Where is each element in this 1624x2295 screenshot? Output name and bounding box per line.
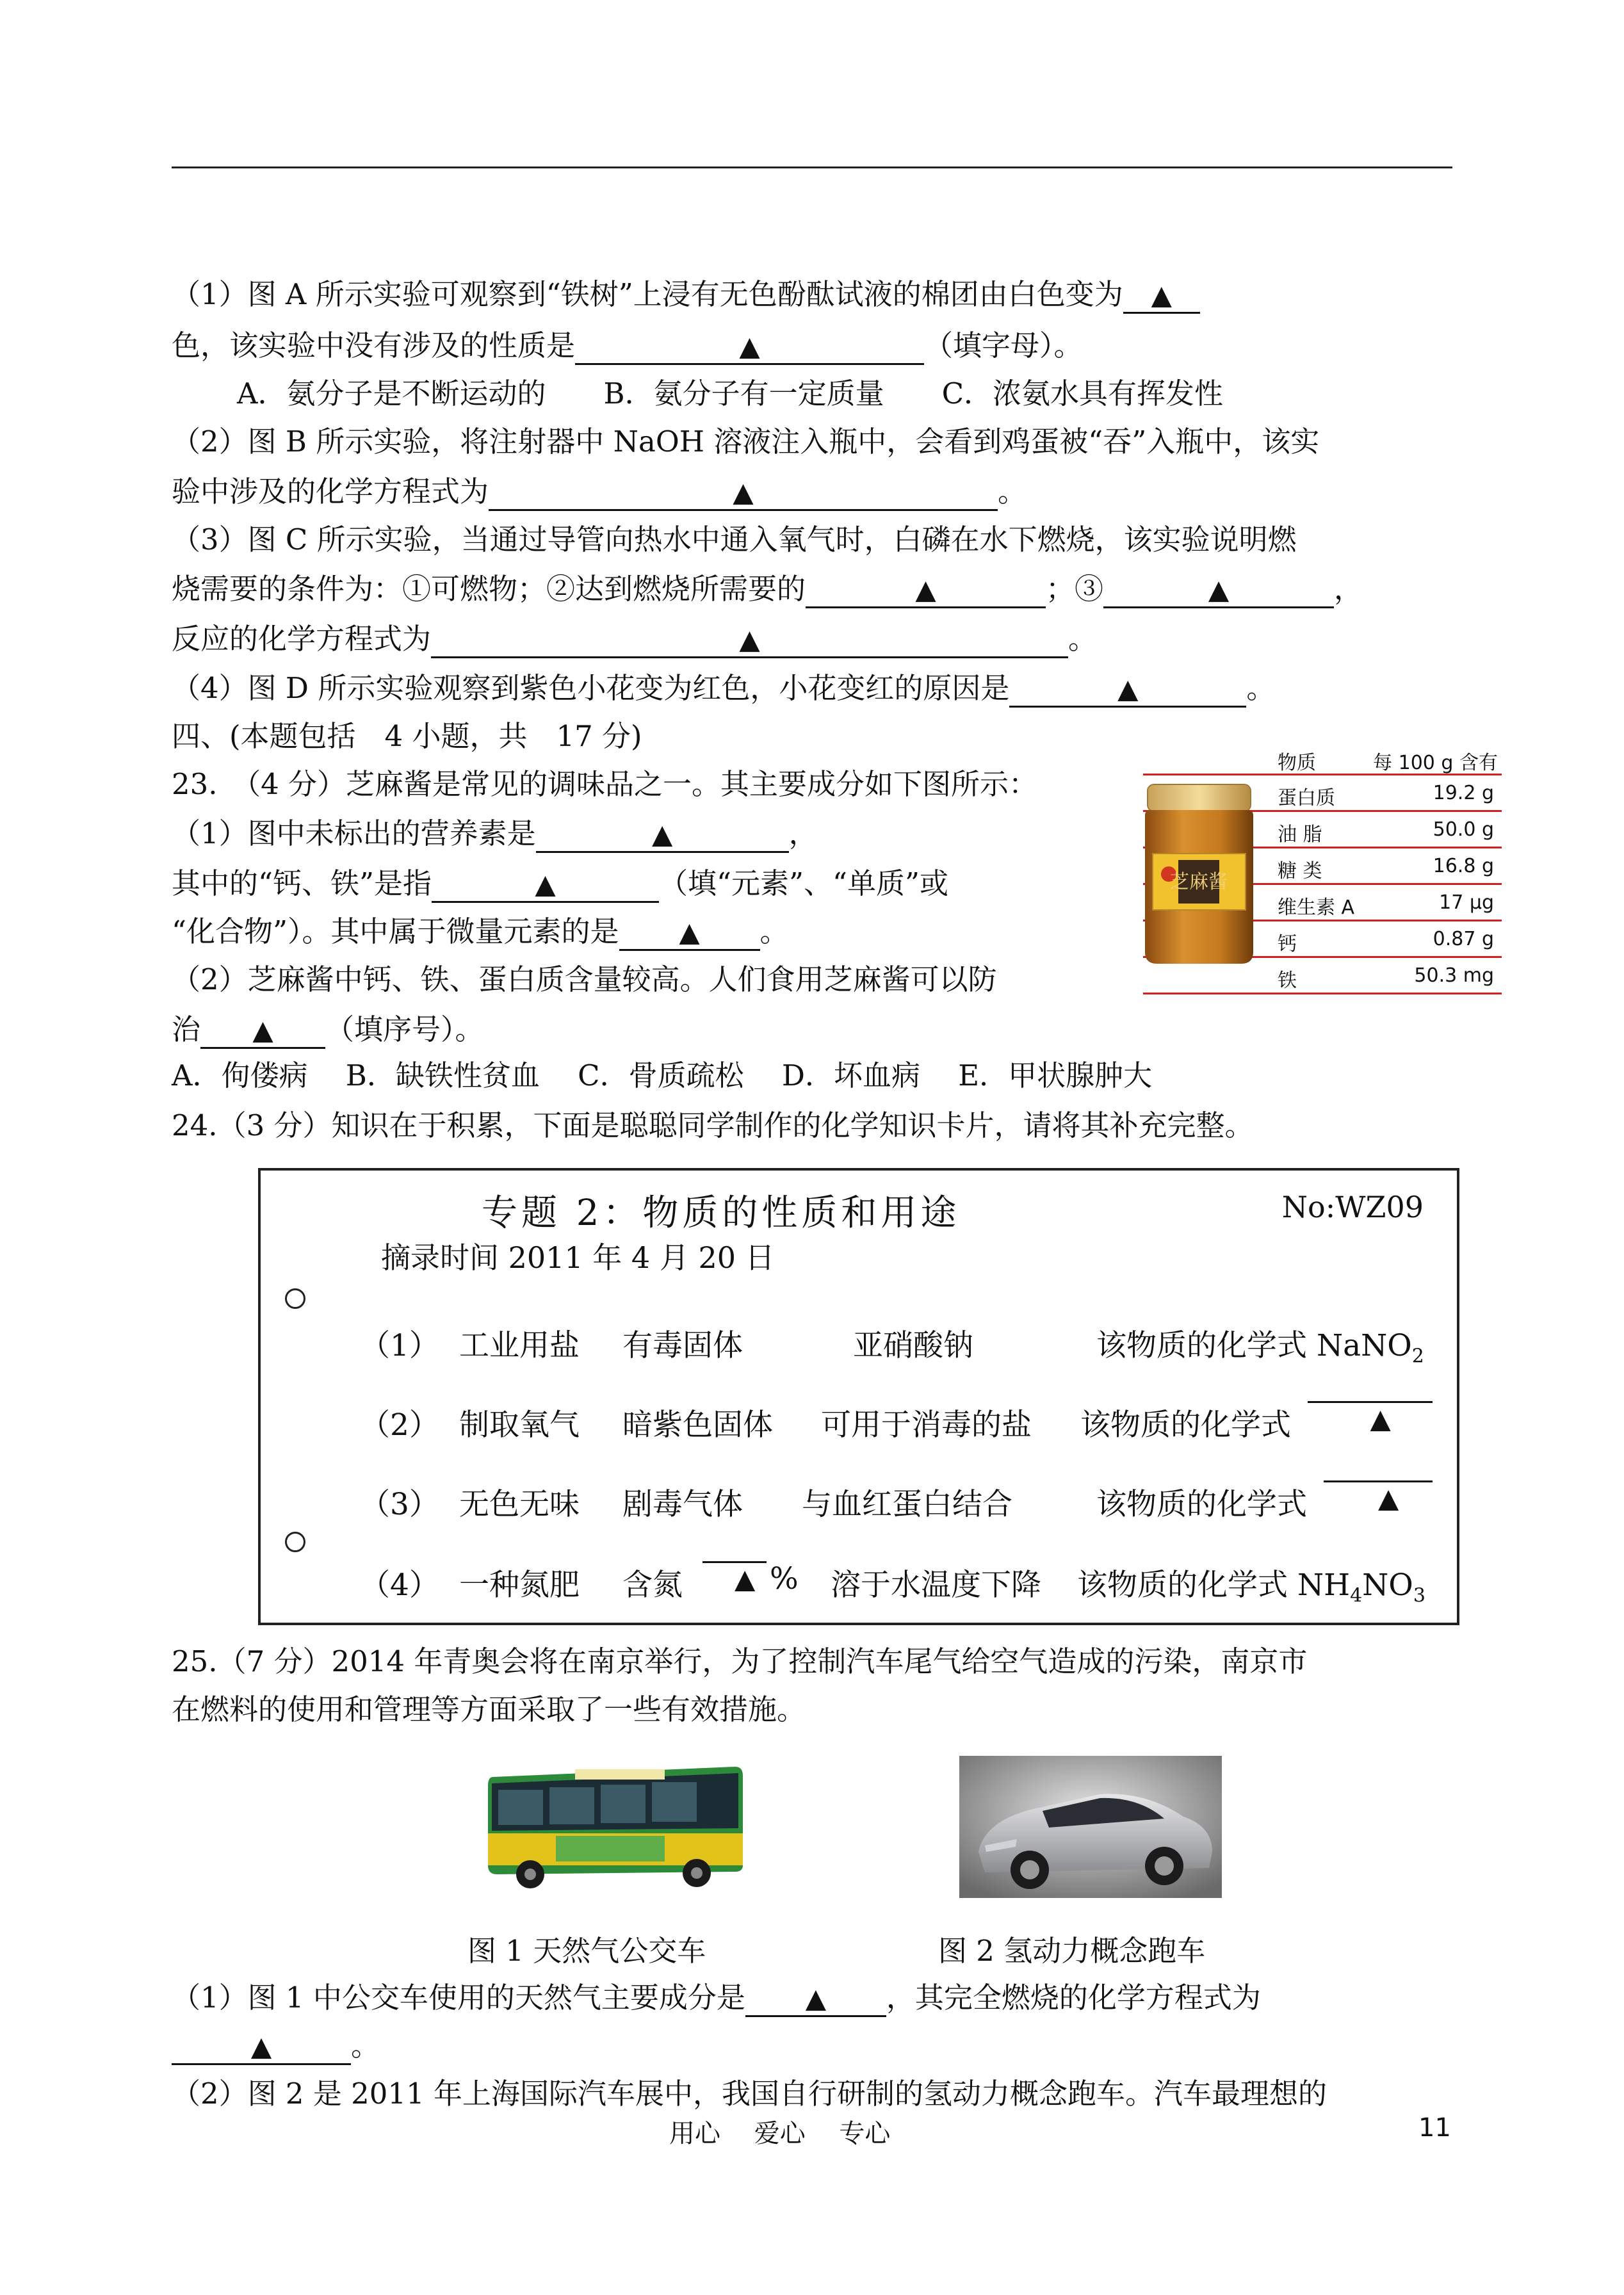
blank-marker-icon: ▲ <box>739 624 760 655</box>
card-title: 专题 2：物质的性质和用途 <box>482 1192 961 1234</box>
q22-text: ；③ <box>1046 572 1104 606</box>
q23-text: “化合物”）。其中属于微量元素的是 <box>172 914 619 948</box>
nutrient-value: 0.87 g <box>1433 928 1494 950</box>
q22-text: 。 <box>1246 671 1276 705</box>
percent-sign: % <box>770 1561 799 1596</box>
q22-text: （填字母）。 <box>924 328 1083 362</box>
nutrient-name: 维生素 A <box>1278 896 1355 919</box>
row-number: （3） <box>360 1487 439 1522</box>
row-formula: 该物质的化学式 NaNO <box>1096 1328 1412 1363</box>
formula-subscript: 3 <box>1413 1584 1425 1607</box>
formula-part: NO <box>1362 1568 1413 1603</box>
answer-blank[interactable] <box>489 475 998 511</box>
nutrient-name: 糖 类 <box>1278 860 1322 882</box>
row-number: （4） <box>360 1568 439 1603</box>
q23-line-3 <box>172 864 948 903</box>
blank-marker-icon: ▲ <box>915 574 936 605</box>
q22-text: 反应的化学方程式为 <box>172 622 432 656</box>
binder-hole-icon <box>285 1288 305 1309</box>
q22-text: 烧需要的条件为：①可燃物；②达到燃烧所需要的 <box>172 572 806 606</box>
answer-blank[interactable] <box>1308 1401 1433 1434</box>
formula-subscript: 2 <box>1411 1345 1424 1368</box>
answer-blank[interactable] <box>1324 1480 1433 1514</box>
blank-marker-icon: ▲ <box>739 330 760 362</box>
natural-gas-bus-image <box>479 1758 748 1892</box>
blank-marker-icon: ▲ <box>535 868 556 900</box>
q22-options: A．氨分子是不断运动的 B．氨分子有一定质量 C．浓氨水具有挥发性 <box>237 377 1223 410</box>
q23-options: A．佝偻病 B．缺铁性贫血 C．骨质疏松 D．坏血病 E．甲状腺肿大 <box>172 1058 1153 1092</box>
q23-text: 治 <box>172 1012 201 1046</box>
nutrient-value: 17 μg <box>1439 891 1494 914</box>
answer-blank[interactable] <box>431 622 1068 658</box>
q23-text: ， <box>788 816 818 850</box>
row-substance: 可用于消毒的盐 <box>821 1407 1032 1443</box>
nutrient-value: 19.2 g <box>1433 782 1494 804</box>
answer-blank[interactable] <box>1123 278 1200 314</box>
answer-blank[interactable] <box>1009 672 1246 708</box>
row-property: 含氮 <box>622 1568 683 1603</box>
card-date: 摘录时间 2011 年 4 月 20 日 <box>381 1240 775 1275</box>
row-substance: 与血红蛋白结合 <box>802 1487 1012 1522</box>
blank-marker-icon: ▲ <box>1370 1403 1391 1434</box>
q22-text: 色，该实验中没有涉及的性质是 <box>172 328 576 362</box>
q22-text: 。 <box>998 474 1027 508</box>
card-number: No:WZ09 <box>1281 1190 1424 1224</box>
q23-line-5: （2）芝麻酱中钙、铁、蛋白质含量较高。人们食用芝麻酱可以防 <box>172 962 997 996</box>
row-use: 一种氮肥 <box>459 1568 580 1603</box>
blank-marker-icon: ▲ <box>805 1983 827 2014</box>
q23-line-1: 23. （4 分）芝麻酱是常见的调味品之一。其主要成分如下图所示： <box>172 767 1038 801</box>
figure-1-caption: 图 1 天然气公交车 <box>467 1934 706 1968</box>
q22-text: （1）图 A 所示实验可观察到“铁树”上浸有无色酚酞试液的棉团由白色变为 <box>172 277 1123 311</box>
q23-line-4 <box>172 912 789 951</box>
answer-blank[interactable] <box>1103 572 1334 608</box>
row-substance: 溶于水温度下降 <box>831 1568 1041 1603</box>
blank-marker-icon: ▲ <box>733 476 754 508</box>
q25-text: （1）图 1 中公交车使用的天然气主要成分是 <box>172 1981 745 2015</box>
answer-blank[interactable] <box>536 817 789 853</box>
nutrient-value: 50.3 mg <box>1414 964 1494 987</box>
sesame-paste-jar-image <box>1140 778 1258 967</box>
footer-motto: 用心 爱心 专心 <box>669 2119 891 2148</box>
q25-line-5: （2）图 2 是 2011 年上海国际汽车展中，我国自行研制的氢动力概念跑车。汽车最理想的 <box>172 2077 1328 2111</box>
row-property: 有毒固体 <box>622 1328 743 1363</box>
q22-text: 。 <box>1068 622 1098 656</box>
blank-marker-icon: ▲ <box>1208 574 1230 605</box>
nutrient-name: 钙 <box>1278 933 1297 955</box>
blank-marker-icon: ▲ <box>735 1563 756 1594</box>
blank-marker-icon: ▲ <box>250 2031 272 2062</box>
q22-line-1 <box>172 275 1200 314</box>
answer-blank[interactable] <box>702 1561 767 1594</box>
hydrogen-concept-car-image <box>959 1756 1222 1898</box>
q25-text: ，其完全燃烧的化学方程式为 <box>886 1981 1261 2015</box>
row-number: （1） <box>360 1328 439 1363</box>
row-use: 无色无味 <box>459 1487 580 1522</box>
row-formula: 该物质的化学式 <box>1080 1407 1291 1443</box>
knowledge-card <box>258 1168 1459 1625</box>
answer-blank[interactable] <box>432 867 659 903</box>
q25-line-2: 在燃料的使用和管理等方面采取了一些有效措施。 <box>172 1692 806 1726</box>
page-number: 11 <box>1418 2113 1451 2143</box>
answer-blank[interactable] <box>172 2029 351 2065</box>
q23-text: 。 <box>759 914 789 948</box>
nutrition-col-substance: 物质 <box>1278 752 1316 774</box>
nutrient-value: 50.0 g <box>1433 818 1494 841</box>
nutrition-col-per100g: 每 100 g 含有 <box>1373 752 1498 774</box>
q25-line-4 <box>172 2027 380 2065</box>
answer-blank[interactable] <box>200 1013 325 1049</box>
row-use: 制取氧气 <box>459 1407 580 1443</box>
blank-marker-icon: ▲ <box>1151 279 1172 311</box>
answer-blank[interactable] <box>745 1981 886 2017</box>
q22-line-6: （3）图 C 所示实验，当通过导管向热水中通入氧气时，白磷在水下燃烧，该实验说明燃 <box>172 523 1297 556</box>
q23-text: （1）图中未标出的营养素是 <box>172 816 536 850</box>
q25-text: 。 <box>351 2029 380 2063</box>
q23-text: （填序号）。 <box>325 1012 484 1046</box>
row-number: （2） <box>360 1407 439 1443</box>
figure-2-caption: 图 2 氢动力概念跑车 <box>938 1934 1206 1968</box>
q25-line-3 <box>172 1979 1261 2017</box>
blank-marker-icon: ▲ <box>651 818 673 850</box>
binder-hole-icon <box>285 1532 305 1552</box>
q22-line-9 <box>172 669 1275 708</box>
q24-line: 24.（3 分）知识在于积累，下面是聪聪同学制作的化学知识卡片，请将其补充完整。 <box>172 1108 1254 1142</box>
nutrient-name: 蛋白质 <box>1278 787 1335 809</box>
row-property: 剧毒气体 <box>622 1487 743 1522</box>
q22-line-5 <box>172 473 1027 511</box>
blank-marker-icon: ▲ <box>1378 1482 1399 1514</box>
formula-subscript: 4 <box>1350 1584 1363 1607</box>
answer-blank[interactable] <box>806 572 1046 608</box>
q22-line-2 <box>172 327 1083 365</box>
q22-line-4: （2）图 B 所示实验，将注射器中 NaOH 溶液注入瓶中，会看到鸡蛋被“吞”入瓶中，该实 <box>172 425 1320 458</box>
row-use: 工业用盐 <box>459 1328 580 1363</box>
section-heading: 四、(本题包括 4 小题，共 17 分) <box>172 719 642 753</box>
blank-marker-icon: ▲ <box>252 1014 273 1046</box>
row-property: 暗紫色固体 <box>622 1407 773 1443</box>
answer-blank[interactable] <box>619 915 760 951</box>
q22-line-7 <box>172 570 1363 608</box>
q25-line-1: 25.（7 分）2014 年青奥会将在南京举行，为了控制汽车尾气给空气造成的污染，南京市 <box>172 1644 1308 1678</box>
blank-marker-icon: ▲ <box>1117 673 1139 704</box>
q22-text: ， <box>1334 572 1363 606</box>
nutrient-value: 16.8 g <box>1433 855 1494 877</box>
q23-line-6 <box>172 1010 484 1049</box>
answer-blank[interactable] <box>575 329 924 365</box>
nutrient-name: 油 脂 <box>1278 823 1322 846</box>
row-substance: 亚硝酸钠 <box>853 1328 973 1363</box>
blank-marker-icon: ▲ <box>679 916 700 948</box>
q22-line-8 <box>172 620 1097 658</box>
q23-text: 其中的“钙、铁”是指 <box>172 866 432 900</box>
header-rule <box>172 166 1452 168</box>
q22-text: （4）图 D 所示实验观察到紫色小花变为红色，小花变红的原因是 <box>172 671 1010 705</box>
jar-label: 芝麻酱 <box>1170 871 1228 893</box>
q22-text: 验中涉及的化学方程式为 <box>172 474 489 508</box>
q23-line-2 <box>172 815 818 853</box>
q23-text: （填“元素”、“单质”或 <box>659 866 949 900</box>
row-formula: 该物质的化学式 NH <box>1077 1568 1351 1603</box>
row-formula: 该物质的化学式 <box>1096 1487 1307 1522</box>
nutrient-name: 铁 <box>1278 969 1297 992</box>
nutrition-header <box>1143 743 1502 774</box>
